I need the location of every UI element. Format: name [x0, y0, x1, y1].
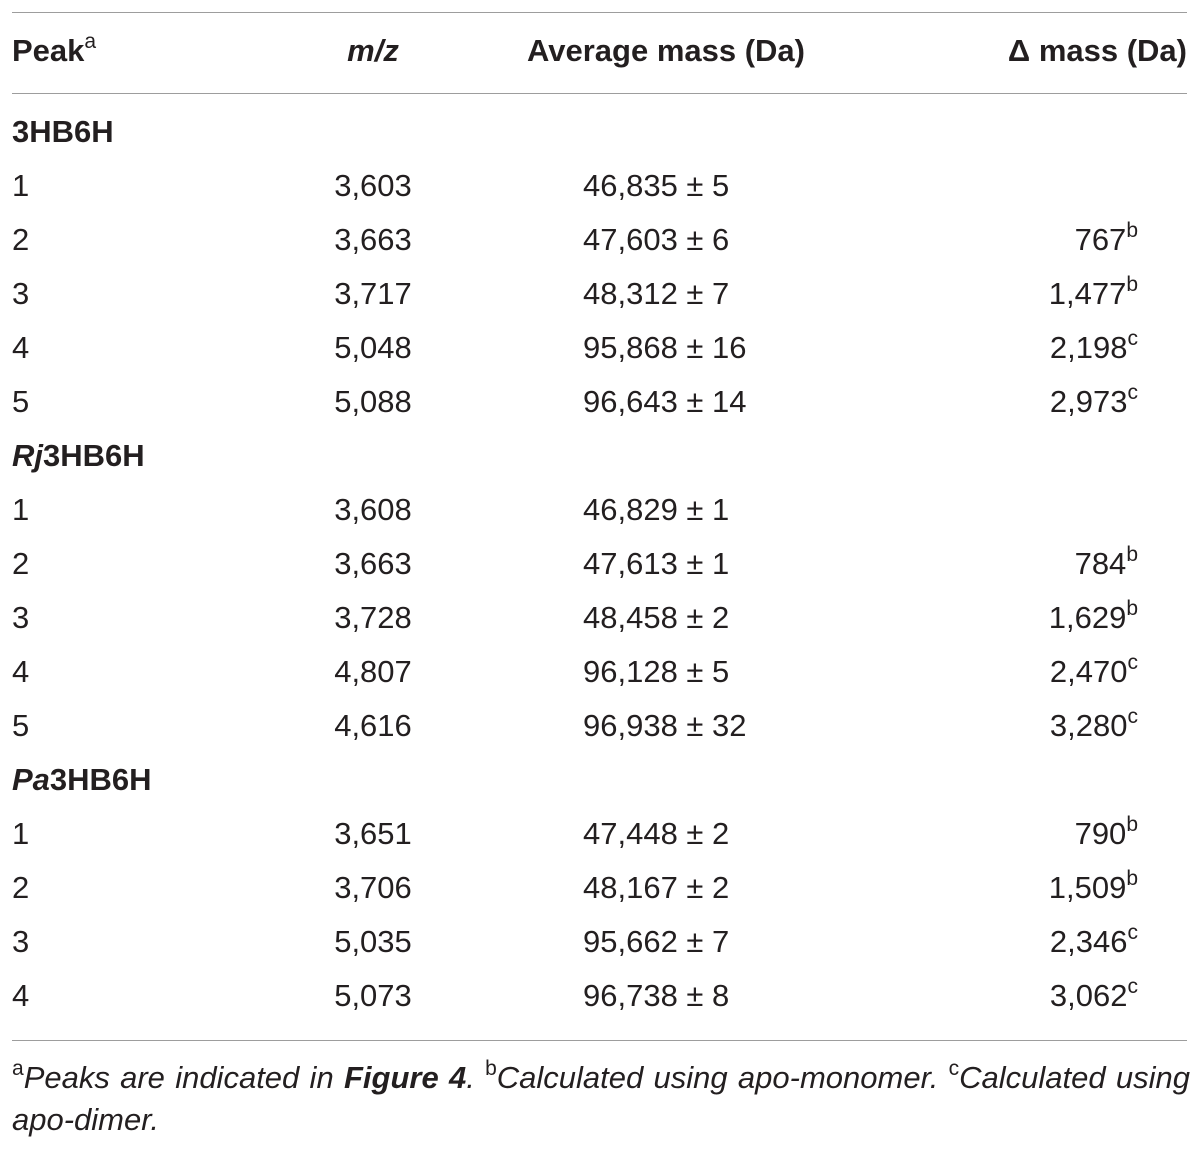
cell-delta-mass: 790$^b$	[1074, 812, 1138, 851]
table-top-rule	[12, 12, 1187, 13]
cell-average-mass: 95,662 ± 7	[583, 924, 730, 959]
cell-mz: 5,035	[334, 924, 412, 959]
cell-peak: 2	[12, 546, 30, 581]
figure-reference-link[interactable]: Figure 4	[343, 1060, 467, 1095]
cell-peak: 1	[12, 492, 30, 527]
cell-peak: 4	[12, 330, 30, 365]
cell-peak: 2	[12, 870, 30, 905]
table-header-rule	[12, 93, 1187, 94]
cell-delta-mass: 2,346$^c$	[1049, 920, 1138, 959]
table-bottom-rule	[12, 1040, 1187, 1041]
cell-average-mass: 96,643 ± 14	[583, 384, 747, 419]
cell-mz: 3,728	[334, 600, 412, 635]
header-peak: Peak$^a$	[12, 29, 97, 68]
cell-average-mass: 46,835 ± 5	[583, 168, 730, 203]
cell-delta-mass: 1,509$^b$	[1048, 866, 1138, 905]
cell-delta-mass: 1,477$^b$	[1048, 272, 1138, 311]
cell-peak: 3	[12, 600, 30, 635]
cell-mz: 5,073	[334, 978, 412, 1013]
group-title: Pa3HB6H	[12, 762, 152, 797]
cell-mz: 3,603	[334, 168, 412, 203]
cell-delta-mass: 1,629$^b$	[1048, 596, 1138, 635]
group-title: Rj3HB6H	[12, 438, 145, 473]
cell-average-mass: 96,738 ± 8	[583, 978, 730, 1013]
cell-delta-mass: 784$^b$	[1074, 542, 1138, 581]
cell-delta-mass: 2,198$^c$	[1049, 326, 1138, 365]
cell-mz: 3,663	[334, 222, 412, 257]
cell-mz: 3,706	[334, 870, 412, 905]
cell-average-mass: 48,458 ± 2	[583, 600, 730, 635]
header-average-mass: Average mass (Da)	[527, 33, 805, 68]
cell-delta-mass: 3,280$^c$	[1049, 704, 1138, 743]
cell-delta-mass: 767$^b$	[1074, 218, 1138, 257]
cell-mz: 4,616	[334, 708, 412, 743]
header-mz: m/z	[347, 33, 399, 68]
cell-delta-mass: 3,062$^c$	[1049, 974, 1138, 1013]
cell-mz: 3,651	[334, 816, 412, 851]
cell-mz: 3,663	[334, 546, 412, 581]
cell-peak: 5	[12, 384, 30, 419]
cell-peak: 3	[12, 276, 30, 311]
cell-delta-mass: 2,470$^c$	[1049, 650, 1138, 689]
cell-mz: 3,608	[334, 492, 412, 527]
header-delta-mass: Δ mass (Da)	[1007, 33, 1187, 68]
cell-peak: 5	[12, 708, 30, 743]
cell-peak: 2	[12, 222, 30, 257]
cell-peak: 1	[12, 168, 30, 203]
cell-peak: 1	[12, 816, 30, 851]
cell-mz: 3,717	[334, 276, 412, 311]
cell-delta-mass: 2,973$^c$	[1049, 380, 1138, 419]
cell-average-mass: 96,128 ± 5	[583, 654, 730, 689]
cell-average-mass: 48,167 ± 2	[583, 870, 730, 905]
cell-peak: 4	[12, 978, 30, 1013]
cell-mz: 5,048	[334, 330, 412, 365]
cell-peak: 4	[12, 654, 30, 689]
cell-average-mass: 48,312 ± 7	[583, 276, 730, 311]
cell-peak: 3	[12, 924, 30, 959]
cell-average-mass: 95,868 ± 16	[583, 330, 747, 365]
cell-average-mass: 47,603 ± 6	[583, 222, 730, 257]
cell-average-mass: 46,829 ± 1	[583, 492, 730, 527]
cell-mz: 4,807	[334, 654, 412, 689]
cell-average-mass: 47,448 ± 2	[583, 816, 730, 851]
cell-average-mass: 47,613 ± 1	[583, 546, 730, 581]
cell-mz: 5,088	[334, 384, 412, 419]
table-footnote: $^a$Peaks are indicated in Figure 4. $^b$Calculated using apo-monomer. $^c$Calculated using apo-dimer.	[12, 1056, 1190, 1137]
cell-average-mass: 96,938 ± 32	[583, 708, 747, 743]
group-title: 3HB6H	[12, 114, 114, 149]
